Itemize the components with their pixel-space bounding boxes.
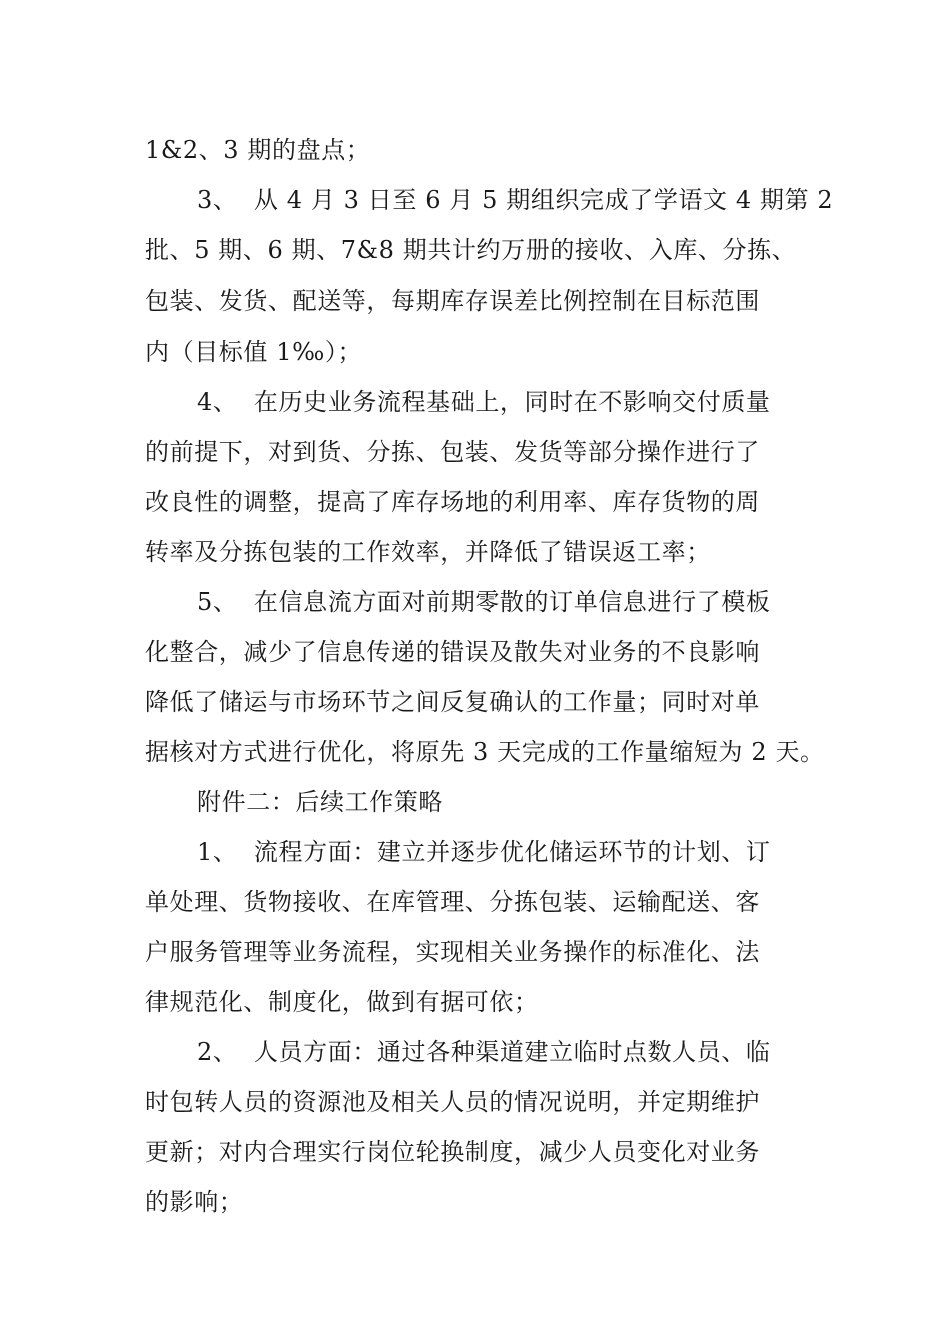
text-line: 5、 在信息流方面对前期零散的订单信息进行了模板 xyxy=(197,588,771,616)
section-heading: 附件二：后续工作策略 xyxy=(197,788,443,816)
text-line: 化整合，减少了信息传递的错误及散失对业务的不良影响 xyxy=(145,638,760,666)
text-line: 批、5 期、6 期、7&8 期共计约万册的接收、入库、分拣、 xyxy=(145,236,797,264)
text-line: 律规范化、制度化，做到有据可依； xyxy=(145,988,539,1016)
text-line: 据核对方式进行优化，将原先 3 天完成的工作量缩短为 2 天。 xyxy=(145,738,825,766)
text-line: 改良性的调整，提高了库存场地的利用率、库存货物的周 xyxy=(145,488,760,516)
text-line: 更新；对内合理实行岗位轮换制度，减少人员变化对业务 xyxy=(145,1138,760,1166)
text-line: 3、 从 4 月 3 日至 6 月 5 期组织完成了学语文 4 期第 2 xyxy=(197,186,834,214)
text-line: 转率及分拣包装的工作效率，并降低了错误返工率； xyxy=(145,538,711,566)
text-line: 1&2、3 期的盘点； xyxy=(145,136,371,164)
text-line: 降低了储运与市场环节之间反复确认的工作量；同时对单 xyxy=(145,688,760,716)
text-line: 时包转人员的资源池及相关人员的情况说明，并定期维护 xyxy=(145,1088,760,1116)
text-line: 包装、发货、配送等，每期库存误差比例控制在目标范围 xyxy=(145,287,760,315)
text-line: 单处理、货物接收、在库管理、分拣包装、运输配送、客 xyxy=(145,888,760,916)
text-line: 内（目标值 1‰）； xyxy=(145,338,363,366)
text-line: 的影响； xyxy=(145,1188,244,1216)
text-line: 2、 人员方面：通过各种渠道建立临时点数人员、临 xyxy=(197,1038,771,1066)
text-line: 户服务管理等业务流程，实现相关业务操作的标准化、法 xyxy=(145,938,760,966)
text-line: 4、 在历史业务流程基础上，同时在不影响交付质量 xyxy=(197,388,771,416)
text-line: 的前提下，对到货、分拣、包装、发货等部分操作进行了 xyxy=(145,438,760,466)
text-line: 1、 流程方面：建立并逐步优化储运环节的计划、订 xyxy=(197,838,771,866)
